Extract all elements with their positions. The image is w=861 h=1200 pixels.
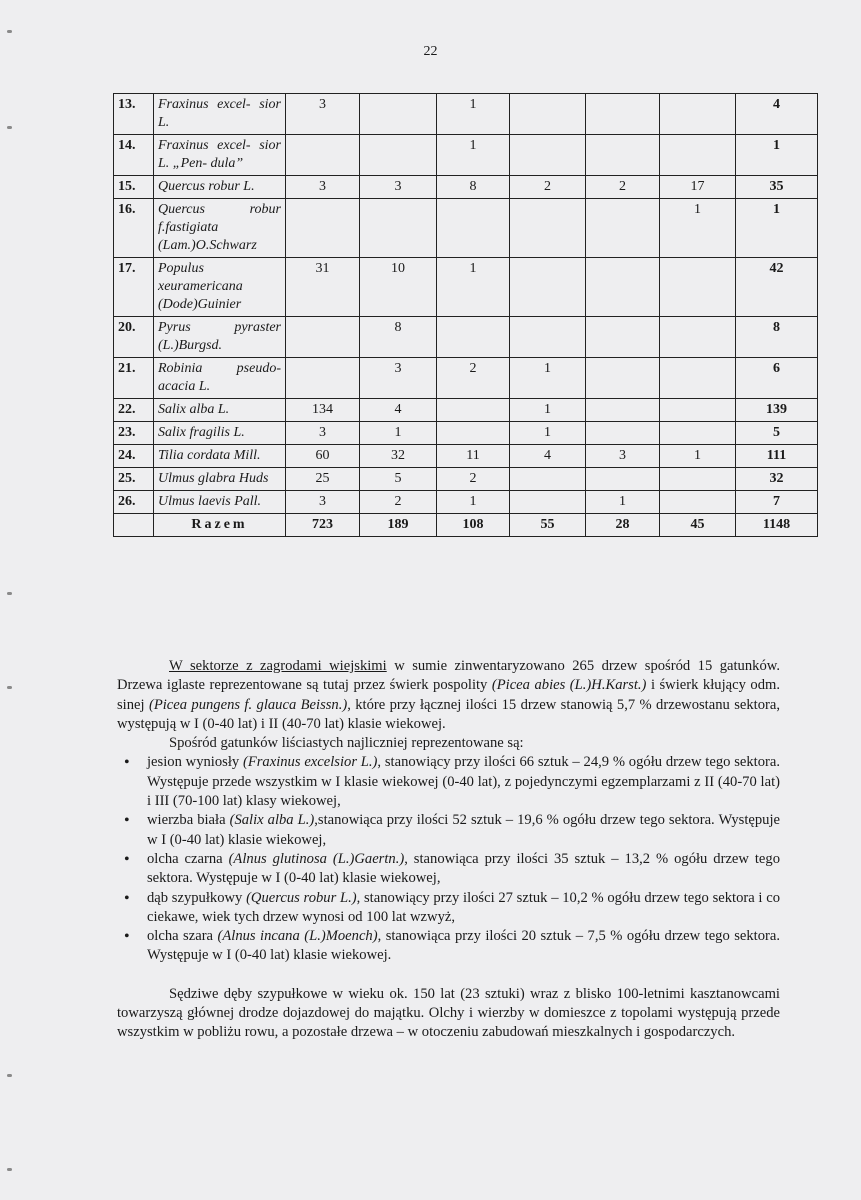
table-row <box>114 135 818 176</box>
list-item-text: , stanowiący przy ilości 66 sztuk – 24,9 % ogółu drzew tego sektora. Występuje przede wszystkim w I klasie wiekowej (0-40 lat), z pojedynczymi egzemplarzami z II (40-70 lat) i III (70-100 lat) klasy wiekowej, <box>147 754 780 810</box>
table-row <box>114 317 818 358</box>
count-cell: 8 <box>360 317 437 358</box>
table-row <box>114 445 818 468</box>
species-table <box>113 93 818 537</box>
count-cell <box>586 135 660 176</box>
count-cell: 2 <box>360 491 437 514</box>
count-cell <box>660 422 736 445</box>
latin-name: (Fraxinus excelsior L.) <box>242 754 378 771</box>
paragraph-old-trees: Sędziwe dęby szypułkowe w wieku ok. 150 lat (23 sztuki) wraz z blisko 100-letnimi kasztanowcami towarzyszą głównej drodze dojazdowej do majątku. Olchy i wierzby w domieszce z topolami występują przede wszystkim w pobliżu rowu, a pozostałe drzewa – w otoczeniu zabudowań mieszkalnych i gospodarczych. <box>117 985 780 1041</box>
paragraph-deciduous-intro: Spośród gatunków liściastych najliczniej reprezentowane są: <box>169 735 524 752</box>
list-item-text: , stanowiący przy ilości 27 sztuk – 10,2 % ogółu drzew tego sektora i co ciekawe, wiek tych drzew wynosi od 100 lat wzwyż, <box>147 889 780 925</box>
count-cell: 2 <box>510 176 586 199</box>
count-cell <box>510 491 586 514</box>
list-item-text: , stanowiąca przy ilości 20 sztuk – 7,5 % ogółu drzew tego sektora. Występuje w I (0-40 lat) klasie wiekowej. <box>147 928 781 964</box>
sum-value: 28 <box>586 514 660 537</box>
count-cell: 2 <box>437 468 510 491</box>
species-name: Fraxinus excel- sior L. <box>154 94 286 135</box>
count-cell: 60 <box>286 445 360 468</box>
count-cell: 1 <box>437 258 510 317</box>
count-cell: 1 <box>510 358 586 399</box>
list-item <box>117 753 780 811</box>
list-item-text: olcha szara <box>147 928 218 945</box>
species-name: Fraxinus excel- sior L. „Pen- dula” <box>154 135 286 176</box>
species-table-body <box>114 94 818 537</box>
binder-hole-mark <box>7 1168 12 1171</box>
count-cell <box>510 258 586 317</box>
table-row <box>114 468 818 491</box>
sum-value: 1148 <box>736 514 818 537</box>
page-number: 22 <box>423 44 438 59</box>
count-cell <box>286 199 360 258</box>
count-cell: 2 <box>437 358 510 399</box>
count-cell: 1 <box>437 491 510 514</box>
row-number: 21. <box>114 358 154 399</box>
latin-name: (Quercus robur L.) <box>246 889 357 906</box>
count-cell: 3 <box>586 445 660 468</box>
count-cell: 11 <box>437 445 510 468</box>
binder-hole-mark <box>7 1074 12 1077</box>
count-cell <box>437 317 510 358</box>
sum-value: 189 <box>360 514 437 537</box>
count-cell <box>660 94 736 135</box>
species-name: Ulmus laevis Pall. <box>154 491 286 514</box>
list-item-text: dąb szypułkowy <box>147 889 247 906</box>
list-item-text: , stanowiąca przy ilości 35 sztuk – 13,2 % ogółu drzew tego sektora. Występuje w I (0-40 lat) klasie wiekowej, <box>147 850 780 887</box>
count-cell <box>510 94 586 135</box>
paragraph-sector-summary: W sektorze z zagrodami wiejskimi w sumie zinwentaryzowano 265 drzew spośród 15 gatunków. Drzewa iglaste reprezentowane są tutaj przez świerk pospolity (Picea abies (L.)H.Karst.) i świerk kłujący odm. sinej (Picea pungens f. glauca Beissn.), które przy łącznej ilości 15 drzew stanowią 5,7 % drzewostanu sektora, występują w I (0-40 lat) i II (40-70 lat) klasie wiekowej. <box>117 658 780 732</box>
row-number: 16. <box>114 199 154 258</box>
count-cell <box>437 199 510 258</box>
table-row <box>114 422 818 445</box>
count-cell: 3 <box>360 176 437 199</box>
row-number: 20. <box>114 317 154 358</box>
species-name: Quercus robur L. <box>154 176 286 199</box>
count-cell <box>660 491 736 514</box>
row-total: 42 <box>736 258 818 317</box>
count-cell: 1 <box>660 199 736 258</box>
count-cell <box>360 94 437 135</box>
count-cell: 8 <box>437 176 510 199</box>
row-total: 1 <box>736 199 818 258</box>
sum-value: 45 <box>660 514 736 537</box>
count-cell <box>586 94 660 135</box>
sum-value: 723 <box>286 514 360 537</box>
species-bullet-list <box>117 753 780 965</box>
count-cell <box>586 358 660 399</box>
count-cell <box>660 317 736 358</box>
count-cell: 17 <box>660 176 736 199</box>
row-number: 25. <box>114 468 154 491</box>
count-cell <box>660 258 736 317</box>
row-total: 139 <box>736 399 818 422</box>
species-name: Robinia pseudo- acacia L. <box>154 358 286 399</box>
species-name: Tilia cordata Mill. <box>154 445 286 468</box>
row-number: 17. <box>114 258 154 317</box>
count-cell <box>286 135 360 176</box>
body-text <box>117 657 780 1043</box>
count-cell <box>437 399 510 422</box>
count-cell <box>586 422 660 445</box>
count-cell: 1 <box>510 422 586 445</box>
list-item <box>117 850 780 889</box>
binder-hole-mark <box>7 126 12 129</box>
table-row <box>114 176 818 199</box>
row-total: 7 <box>736 491 818 514</box>
row-number: 24. <box>114 445 154 468</box>
count-cell <box>286 317 360 358</box>
count-cell: 3 <box>286 176 360 199</box>
count-cell <box>360 135 437 176</box>
count-cell <box>510 135 586 176</box>
count-cell: 1 <box>586 491 660 514</box>
row-number: 26. <box>114 491 154 514</box>
row-total: 8 <box>736 317 818 358</box>
count-cell: 4 <box>510 445 586 468</box>
species-name: Quercus robur f.fastigiata (Lam.)O.Schwarz <box>154 199 286 258</box>
row-total: 4 <box>736 94 818 135</box>
underlined-phrase: W sektorze z zagrodami wiejskimi <box>169 658 387 674</box>
list-item <box>117 889 780 928</box>
empty-cell <box>114 514 154 537</box>
count-cell: 3 <box>286 422 360 445</box>
count-cell: 2 <box>586 176 660 199</box>
count-cell <box>586 468 660 491</box>
row-number: 22. <box>114 399 154 422</box>
binder-hole-mark <box>7 592 12 595</box>
count-cell: 25 <box>286 468 360 491</box>
count-cell: 5 <box>360 468 437 491</box>
count-cell: 10 <box>360 258 437 317</box>
latin-name: (Alnus incana (L.)Moench) <box>217 928 378 945</box>
count-cell: 1 <box>660 445 736 468</box>
sum-label: Razem <box>154 514 286 537</box>
list-item <box>117 927 780 966</box>
count-cell <box>586 199 660 258</box>
row-number: 14. <box>114 135 154 176</box>
count-cell: 1 <box>510 399 586 422</box>
species-name: Salix alba L. <box>154 399 286 422</box>
row-number: 23. <box>114 422 154 445</box>
count-cell: 3 <box>286 94 360 135</box>
count-cell: 134 <box>286 399 360 422</box>
count-cell <box>660 358 736 399</box>
species-name: Ulmus glabra Huds <box>154 468 286 491</box>
sum-value: 108 <box>437 514 510 537</box>
row-total: 1 <box>736 135 818 176</box>
list-item-text: olcha czarna <box>147 850 229 867</box>
count-cell <box>510 199 586 258</box>
species-name: Populus xeuramericana (Dode)Guinier <box>154 258 286 317</box>
table-row <box>114 491 818 514</box>
count-cell <box>660 399 736 422</box>
list-item-text: wierzba biała <box>147 812 230 829</box>
species-name: Pyrus pyraster (L.)Burgsd. <box>154 317 286 358</box>
table-row <box>114 94 818 135</box>
count-cell: 32 <box>360 445 437 468</box>
row-total: 32 <box>736 468 818 491</box>
row-number: 15. <box>114 176 154 199</box>
count-cell <box>586 258 660 317</box>
list-item <box>117 811 780 850</box>
row-total: 6 <box>736 358 818 399</box>
count-cell: 31 <box>286 258 360 317</box>
count-cell: 4 <box>360 399 437 422</box>
list-item-text: ,stanowiąca przy ilości 52 sztuk – 19,6 % ogółu drzew tego sektora. Występuje w I (0-40 lat) klasie wiekowej, <box>147 812 780 848</box>
count-cell <box>437 422 510 445</box>
count-cell <box>360 199 437 258</box>
count-cell: 1 <box>360 422 437 445</box>
row-total: 5 <box>736 422 818 445</box>
table-row <box>114 258 818 317</box>
list-item-text: jesion wyniosły <box>147 754 243 771</box>
row-number: 13. <box>114 94 154 135</box>
binder-hole-mark <box>7 30 12 33</box>
count-cell: 3 <box>360 358 437 399</box>
sum-value: 55 <box>510 514 586 537</box>
table-row <box>114 199 818 258</box>
count-cell <box>510 468 586 491</box>
latin-name: (Alnus glutinosa (L.)Gaertn.) <box>228 850 405 867</box>
count-cell <box>660 135 736 176</box>
binder-hole-mark <box>7 686 12 689</box>
row-total: 111 <box>736 445 818 468</box>
count-cell <box>586 399 660 422</box>
count-cell <box>286 358 360 399</box>
count-cell: 3 <box>286 491 360 514</box>
table-sum-row <box>114 514 818 537</box>
count-cell <box>586 317 660 358</box>
count-cell <box>510 317 586 358</box>
species-name: Salix fragilis L. <box>154 422 286 445</box>
count-cell: 1 <box>437 94 510 135</box>
table-row <box>114 399 818 422</box>
row-total: 35 <box>736 176 818 199</box>
count-cell <box>660 468 736 491</box>
count-cell: 1 <box>437 135 510 176</box>
table-row <box>114 358 818 399</box>
latin-name: (Salix alba L.) <box>229 812 315 829</box>
